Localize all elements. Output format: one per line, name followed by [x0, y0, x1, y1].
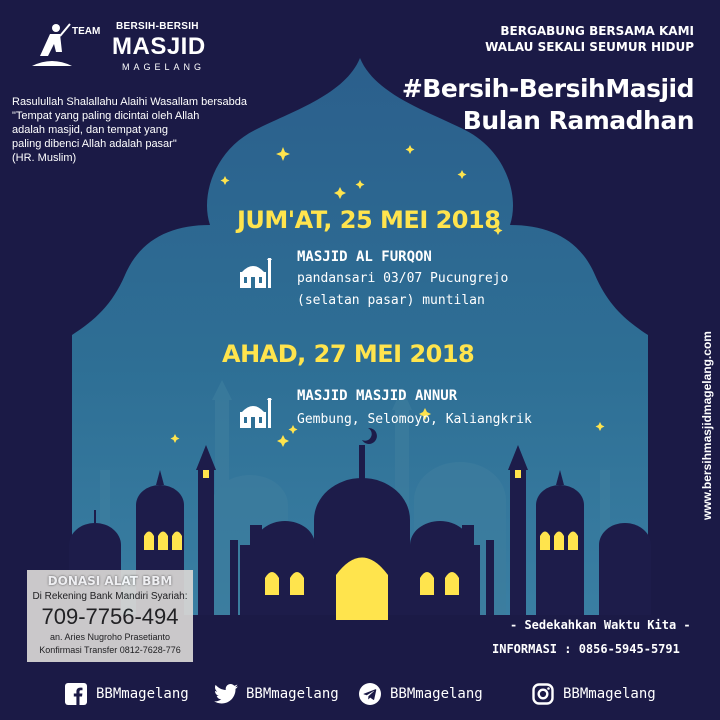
hashtag-title: #Bersih-BersihMasjid: [401, 74, 694, 103]
donation-box: [27, 570, 193, 662]
logo-line2: MASJID: [112, 33, 206, 60]
social-handle: BBMmagelang: [96, 686, 189, 702]
mosque-icon: [238, 398, 272, 428]
donation-title: DONASI ALAT BBM: [47, 574, 173, 588]
event-date: JUM'AT, 25 MEI 2018: [237, 206, 501, 234]
facebook-icon: [64, 682, 88, 706]
hadith-line: adalah masjid, dan tempat yang: [12, 124, 168, 136]
join-line2: WALAU SEKALI SEUMUR HIDUP: [485, 40, 694, 54]
social-instagram[interactable]: [531, 682, 656, 706]
hadith-quote: [12, 95, 312, 165]
mosque-icon: [238, 258, 272, 288]
mosque-name: MASJID MASJID ANNUR: [297, 388, 458, 404]
tagline: - Sedekahkan Waktu Kita -: [510, 618, 691, 632]
social-handle: BBMmagelang: [390, 686, 483, 702]
broom-figure-icon: [30, 22, 74, 72]
event-date: AHAD, 27 MEI 2018: [222, 340, 475, 368]
mosque-name: MASJID AL FURQON: [297, 249, 432, 265]
donation-account-name: an. Aries Nugroho Prasetianto: [49, 632, 171, 642]
website-url[interactable]: www.bersihmasjidmagelang.com: [700, 331, 714, 520]
donation-account-number: 709-7756-494: [41, 604, 179, 629]
hadith-source: (HR. Muslim): [12, 152, 77, 164]
social-handle: BBMmagelang: [563, 686, 656, 702]
mosque-address-line2: (selatan pasar) muntilan: [297, 293, 485, 308]
subtitle: Bulan Ramadhan: [462, 106, 694, 135]
join-line1: BERGABUNG BERSAMA KAMI: [500, 24, 694, 38]
logo-team-text: TEAM: [72, 26, 101, 37]
social-twitter[interactable]: [214, 682, 339, 706]
twitter-icon: [214, 682, 238, 706]
social-handle: BBMmagelang: [246, 686, 339, 702]
logo-line3: MAGELANG: [122, 62, 206, 72]
info-contact: INFORMASI : 0856-5945-5791: [492, 642, 680, 656]
donation-bank: Di Rekening Bank Mandiri Syariah:: [32, 591, 188, 602]
hadith-line: "Tempat yang paling dicintai oleh Allah: [12, 110, 200, 122]
mosque-address-line1: Gembung, Selomoyo, Kaliangkrik: [297, 412, 532, 427]
telegram-icon: [358, 682, 382, 706]
social-telegram[interactable]: [358, 682, 483, 706]
mosque-address-line1: pandansari 03/07 Pucungrejo: [297, 271, 509, 286]
team-logo: [30, 18, 206, 76]
hadith-line: paling dibenci Allah adalah pasar": [12, 138, 177, 150]
hadith-line: Rasulullah Shalallahu Alaihi Wasallam bersabda: [12, 96, 248, 108]
logo-line1: BERSIH-BERSIH: [116, 21, 199, 32]
instagram-icon: [531, 682, 555, 706]
donation-confirm: Konfirmasi Transfer 0812-7628-776: [39, 645, 181, 655]
social-facebook[interactable]: [64, 682, 189, 706]
